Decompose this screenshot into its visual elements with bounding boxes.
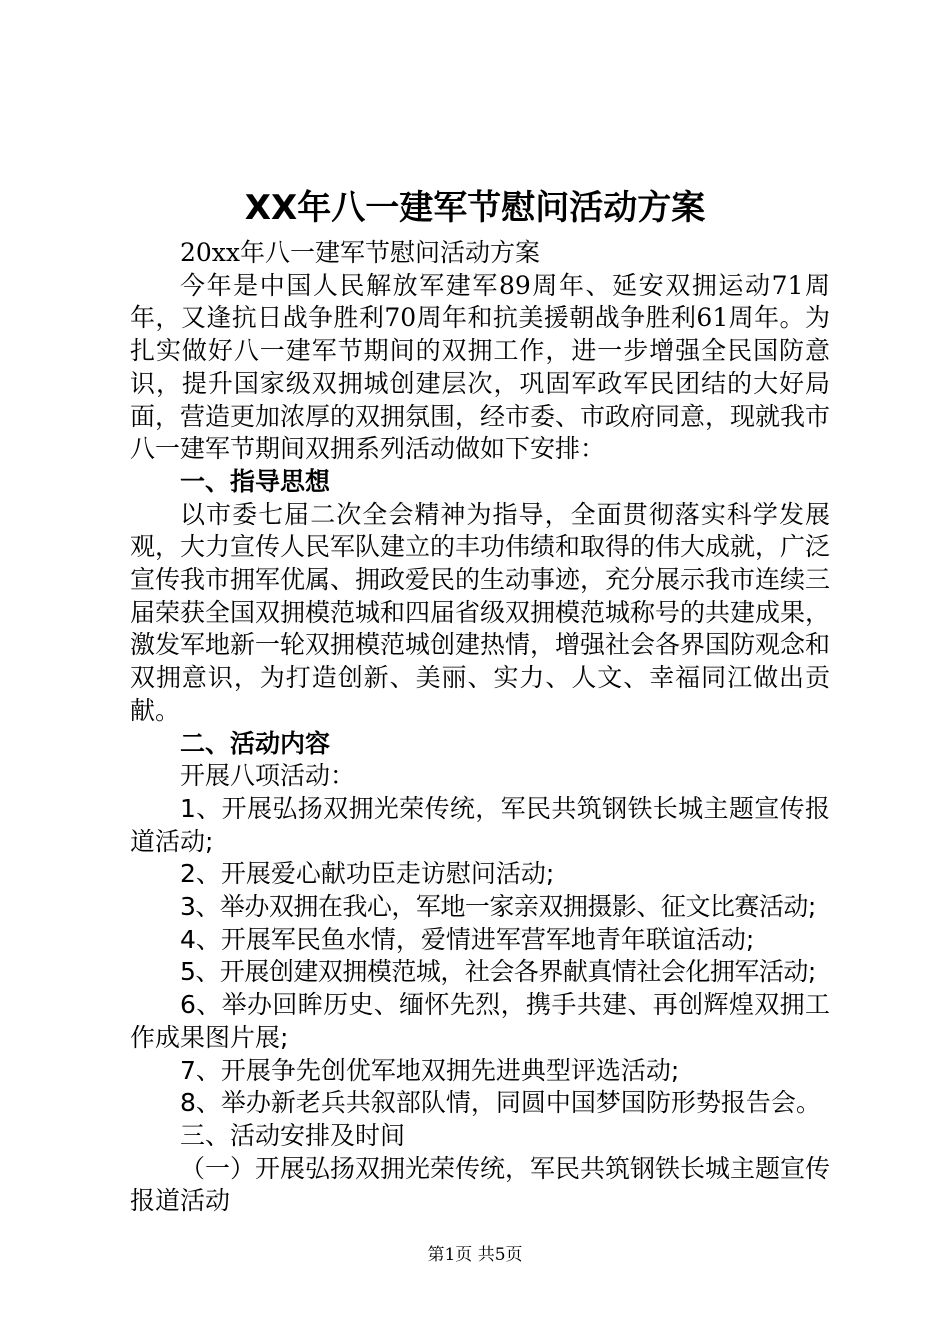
intro-paragraph: 今年是中国人民解放军建军89周年、延安双拥运动71周年，又逢抗日战争胜利70周年和抗美援朝战争胜利61周年。为扎实做好八一建军节期间的双拥工作，进一步增强全民国防意识，提升国家级双拥城创建层次，巩固军政军民团结的大好局面，营造更加浓厚的双拥氛围，经市委、市政府同意，现就我市八一建军节期间双拥系列活动做如下安排：: [130, 270, 831, 464]
activity-item: 7、开展争先创优军地双拥先进典型评选活动;: [180, 1055, 680, 1085]
activities-intro: 开展八项活动：: [180, 761, 356, 791]
activity-item: 5、开展创建双拥模范城，社会各界献真情社会化拥军活动;: [180, 957, 816, 987]
subsection-heading: （一）开展弘扬双拥光荣传统，军民共筑钢铁长城主题宣传报道活动: [130, 1153, 831, 1216]
section-heading-guiding-thought: 一、指导思想: [180, 466, 331, 496]
document-body: [130, 237, 830, 1218]
activity-item: 2、开展爱心献功臣走访慰问活动;: [180, 859, 555, 889]
section-heading-schedule: 三、活动安排及时间: [180, 1120, 406, 1150]
activity-item: 4、开展军民鱼水情，爱情进军营军地青年联谊活动;: [180, 924, 755, 954]
activity-item: 3、举办双拥在我心，军地一家亲双拥摄影、征文比赛活动;: [180, 892, 816, 922]
activity-item: 1、开展弘扬双拥光荣传统，军民共筑钢铁长城主题宣传报道活动;: [130, 793, 830, 856]
guiding-thought-paragraph: 以市委七届二次全会精神为指导，全面贯彻落实科学发展观，大力宣传人民军队建立的丰功伟绩和取得的伟大成就，广泛宣传我市拥军优属、拥政爱民的生动事迹，充分展示我市连续三届荣获全国双拥模范城和四届省级双拥模范城称号的共建成果，激发军地新一轮双拥模范城创建热情，增强社会各界国防观念和双拥意识，为打造创新、美丽、实力、人文、幸福同江做出贡献。: [130, 499, 831, 725]
page-number-footer: 第1页 共5页: [427, 1245, 523, 1265]
activity-item: 6、举办回眸历史、缅怀先烈，携手共建、再创辉煌双拥工作成果图片展;: [130, 990, 830, 1052]
document-title: XX年八一建军节慰问活动方案: [244, 188, 706, 228]
activity-item: 8、举办新老兵共叙部队情，同圆中国梦国防形势报告会。: [180, 1088, 821, 1118]
subtitle-paragraph: 20xx年八一建军节慰问活动方案: [180, 238, 541, 267]
section-heading-activity-content: 二、活动内容: [180, 728, 331, 758]
